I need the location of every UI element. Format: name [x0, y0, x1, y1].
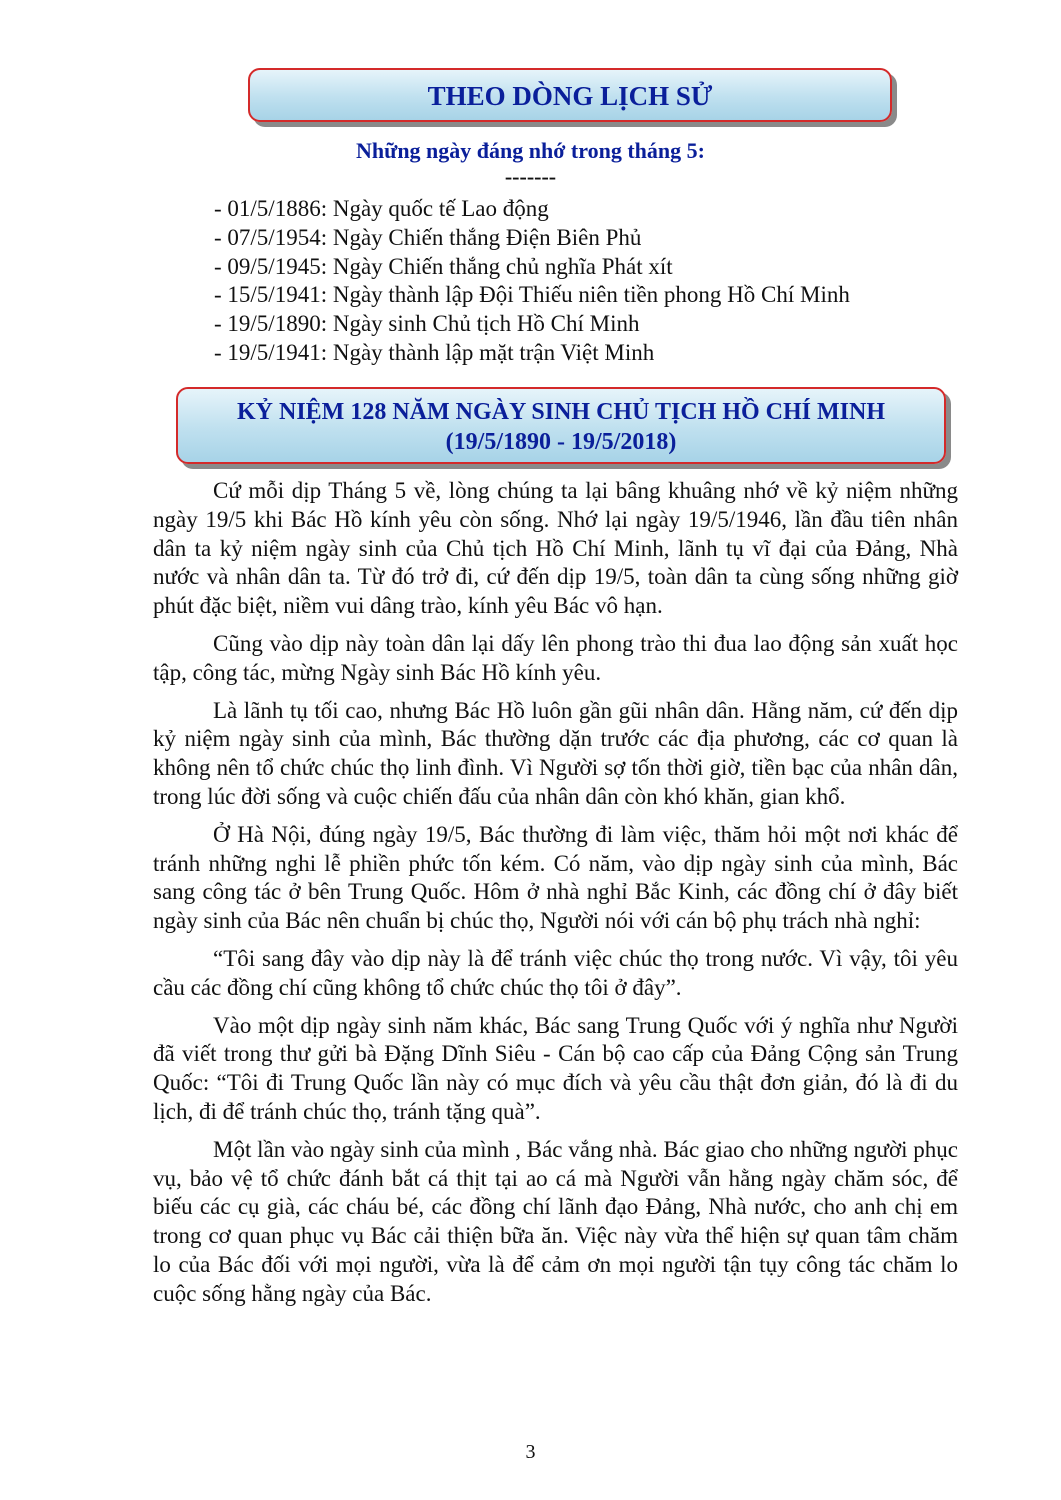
- section-title: THEO DÒNG LỊCH SỬ: [427, 81, 713, 111]
- memorable-days-list: [214, 195, 850, 368]
- list-item: - 15/5/1941: Ngày thành lập Đội Thiếu niên tiền phong Hồ Chí Minh: [214, 282, 850, 308]
- paragraph: Cũng vào dịp này toàn dân lại dấy lên phong trào thi đua lao động sản xuất học tập, công tác, mừng Ngày sinh Bác Hồ kính yêu.: [153, 630, 958, 685]
- list-item: - 07/5/1954: Ngày Chiến thắng Điện Biên Phủ: [214, 224, 642, 250]
- list-item: - 19/5/1890: Ngày sinh Chủ tịch Hồ Chí Minh: [214, 311, 640, 337]
- separator: -------: [504, 164, 557, 189]
- paragraph: Cứ mỗi dịp Tháng 5 về, lòng chúng ta lại bâng khuâng nhớ về kỷ niệm những ngày 19/5 khi Bác Hồ kính yêu còn sống. Nhớ lại ngày 19/5/1946, lần đầu tiên nhân dân ta kỷ niệm ngày sinh của Chủ tịch Hồ Chí Minh, lãnh tụ vĩ đại của Đảng, Nhà nước và nhân dân ta. Từ đó trở đi, cứ đến dịp 19/5, toàn dân ta cùng sống những giờ phút đặc biệt, niềm vui dâng trào, kính yêu Bác vô hạn.: [153, 478, 958, 619]
- page-number: 3: [525, 1441, 536, 1463]
- memorable-days-heading: Những ngày đáng nhớ trong tháng 5:: [356, 138, 705, 163]
- paragraph: Vào một dịp ngày sinh năm khác, Bác sang Trung Quốc với ý nghĩa như Người đã viết trong thư gửi bà Đặng Dĩnh Siêu - Cán bộ cao cấp của Đảng Cộng sản Trung Quốc: “Tôi đi Trung Quốc lần này có mục đích và yêu cầu thật đơn giản, đó là đi du lịch, đi để tránh chúc thọ, tránh tặng quà”.: [153, 1012, 958, 1124]
- anniversary-dates: (19/5/1890 - 19/5/2018): [445, 429, 677, 455]
- paragraph: Ở Hà Nội, đúng ngày 19/5, Bác thường đi làm việc, thăm hỏi một nơi khác để tránh những nghi lễ phiền phức tốn kém. Có năm, vào dịp ngày sinh của mình, Bác sang công tác ở bên Trung Quốc. Hôm ở nhà nghỉ Bắc Kinh, các đồng chí ở đây biết ngày sinh của Bác nên chuẩn bị chúc thọ, Người nói với cán bộ phụ trách nhà nghỉ:: [153, 821, 958, 934]
- paragraph: Một lần vào ngày sinh của mình , Bác vắng nhà. Bác giao cho những người phục vụ, bảo vệ tổ chức đánh bắt cá thịt tại ao cá mà Người vẫn hằng ngày chăm sóc, để biếu các cụ già, các cháu bé, các đồng chí lãnh đạo Đảng, Nhà nước, cho anh chị em trong cơ quan phục vụ Bác cải thiện bữa ăn. Việc này vừa thể hiện sự quan tâm chăm lo của Bác đối với mọi người, vừa là để cảm ơn mọi người tận tụy công tác chăm lo cuộc sống hằng ngày của Bác.: [153, 1136, 958, 1306]
- list-item: - 19/5/1941: Ngày thành lập mặt trận Việt Minh: [214, 339, 655, 365]
- section-banner-history: [248, 68, 892, 122]
- anniversary-banner: [176, 387, 946, 464]
- paragraph: Là lãnh tụ tối cao, nhưng Bác Hồ luôn gần gũi nhân dân. Hằng năm, cứ đến dịp kỷ niệm ngày sinh của mình, Bác thường dặn trước các địa phương, các cơ quan là không nên tổ chức chúc thọ linh đình. Vì Người sợ tốn thời giờ, tiền bạc của nhân dân, trong lúc đời sống và cuộc chiến đấu của nhân dân còn khó khăn, gian khổ.: [153, 697, 958, 809]
- list-item: - 09/5/1945: Ngày Chiến thắng chủ nghĩa Phát xít: [214, 253, 673, 279]
- list-item: - 01/5/1886: Ngày quốc tế Lao động: [214, 196, 549, 221]
- article-body: [153, 477, 958, 1318]
- paragraph: “Tôi sang đây vào dịp này là để tránh việc chúc thọ trong nước. Vì vậy, tôi yêu cầu các đồng chí cũng không tổ chức chúc thọ tôi ở đây”.: [153, 945, 958, 1000]
- anniversary-title: KỶ NIỆM 128 NĂM NGÀY SINH CHỦ TỊCH HỒ CHÍ MINH: [236, 399, 886, 425]
